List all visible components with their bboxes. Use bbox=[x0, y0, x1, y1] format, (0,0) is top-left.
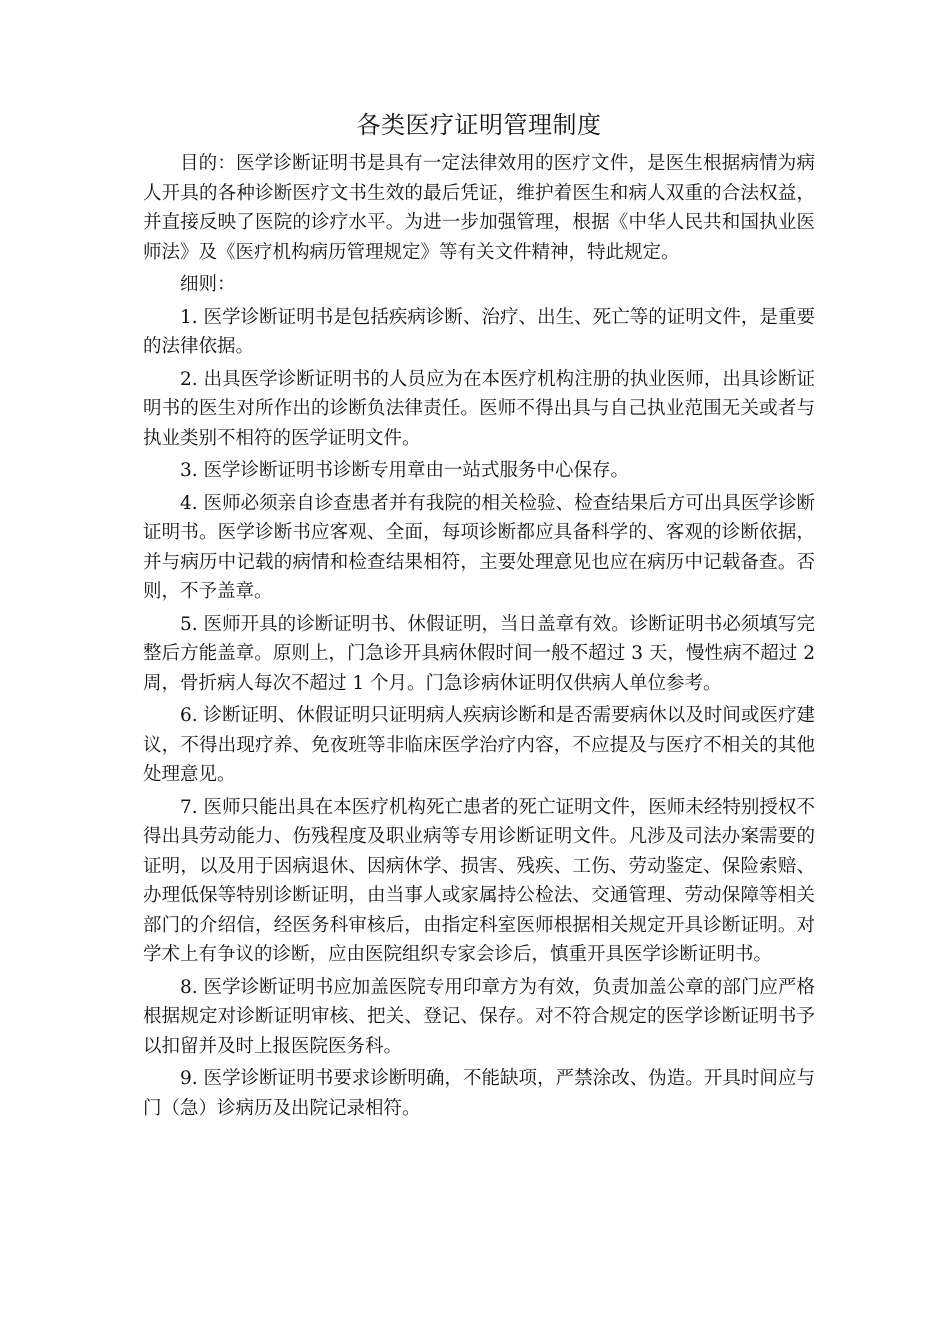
rule-2: 2. 出具医学诊断证明书的人员应为在本医疗机构注册的执业医师，出具诊断证明书的医生对所作出的诊断负法律责任。医师不得出具与自己执业范围无关或者与执业类别不相符的医学证明文件。 bbox=[143, 368, 815, 449]
rules-label: 细则： bbox=[180, 274, 236, 295]
rule-9: 9. 医学诊断证明书要求诊断明确，不能缺项，严禁涂改、伪造。开具时间应与门（急）诊病历及出院记录相符。 bbox=[143, 1068, 815, 1119]
rule-5: 5. 医师开具的诊断证明书、休假证明，当日盖章有效。诊断证明书必须填写完整后方能盖章。原则上，门急诊开具病休假时间一般不超过 3 天，慢性病不超过 2 周，骨折病人每次不超过 1 个月。门急诊病休证明仅供病人单位参考。 bbox=[143, 613, 815, 694]
rule-3: 3. 医学诊断证明书诊断专用章由一站式服务中心保存。 bbox=[180, 460, 630, 481]
rule-4: 4. 医师必须亲自诊查患者并有我院的相关检验、检查结果后方可出具医学诊断证明书。医学诊断书应客观、全面，每项诊断都应具备科学的、客观的诊断依据，并与病历中记载的病情和检查结果相符，主要处理意见也应在病历中记载备查。否则，不予盖章。 bbox=[143, 492, 815, 602]
rule-8: 8. 医学诊断证明书应加盖医院专用印章方为有效，负责加盖公章的部门应严格根据规定对诊断证明审核、把关、登记、保存。对不符合规定的医学诊断证明书予以扣留并及时上报医院医务科。 bbox=[143, 976, 815, 1057]
rule-1: 1. 医学诊断证明书是包括疾病诊断、治疗、出生、死亡等的证明文件，是重要的法律依据。 bbox=[143, 306, 815, 357]
document-body bbox=[143, 105, 815, 1126]
purpose-paragraph: 目的：医学诊断证明书是具有一定法律效用的医疗文件，是医生根据病情为病人开具的各种诊断医疗文书生效的最后凭证，维护着医生和病人双重的合法权益，并直接反映了医院的诊疗水平。为进一步加强管理，根据《中华人民共和国执业医师法》及《医疗机构病历管理规定》等有关文件精神，特此规定。 bbox=[143, 153, 815, 263]
rule-6: 6. 诊断证明、休假证明只证明病人疾病诊断和是否需要病休以及时间或医疗建议，不得出现疗养、免夜班等非临床医学治疗内容，不应提及与医疗不相关的其他处理意见。 bbox=[143, 705, 815, 785]
document-title: 各类医疗证明管理制度 bbox=[356, 111, 602, 139]
rule-7: 7. 医师只能出具在本医疗机构死亡患者的死亡证明文件，医师未经特别授权不得出具劳动能力、伤残程度及职业病等专用诊断证明文件。凡涉及司法办案需要的证明，以及用于因病退休、因病休学、损害、残疾、工伤、劳动鉴定、保险索赔、办理低保等特别诊断证明，由当事人或家属持公检法、交通管理、劳动保障等相关部门的介绍信，经医务科审核后，由指定科室医师根据相关规定开具诊断证明。对学术上有争议的诊断，应由医院组织专家会诊后，慎重开具医学诊断证明书。 bbox=[143, 796, 815, 965]
